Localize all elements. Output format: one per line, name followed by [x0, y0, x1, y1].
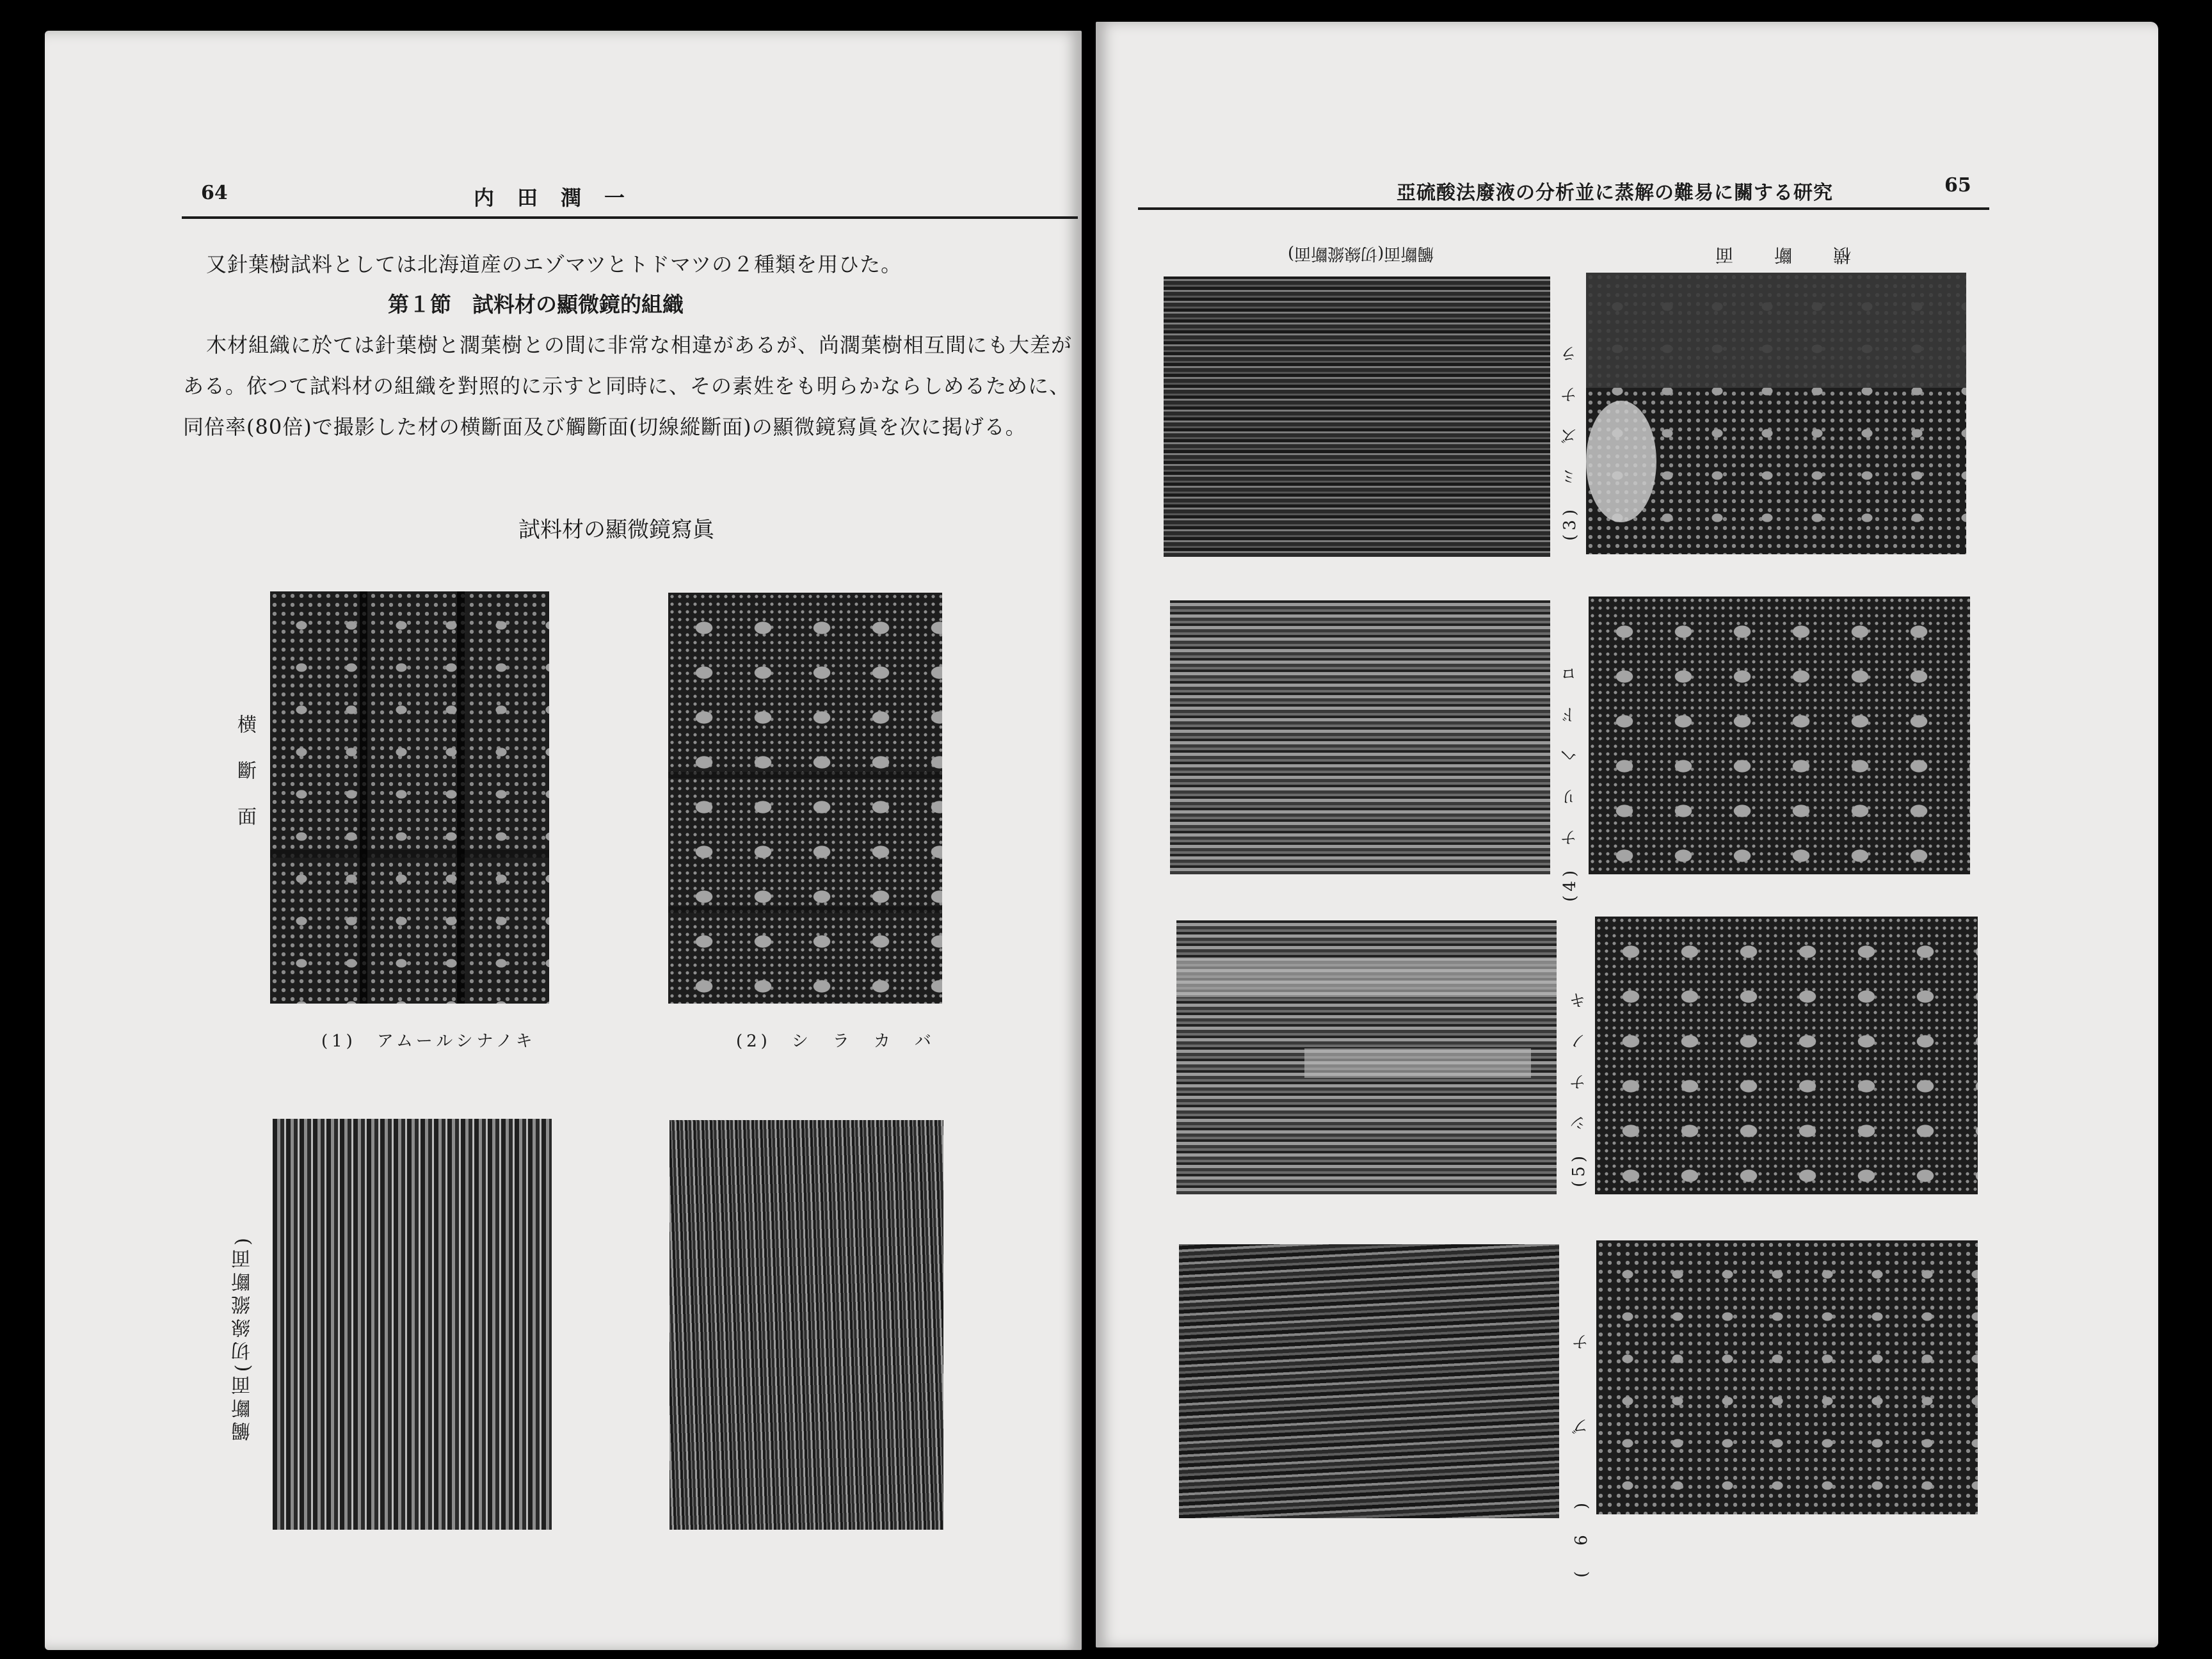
- caption-5: (5) シ ナ ノ キ: [1569, 988, 1589, 1187]
- figure-title: 試料材の顯微鏡寫眞: [518, 517, 714, 543]
- left-page: [45, 31, 1082, 1650]
- running-header-author: 内 田 潤 一: [474, 186, 627, 210]
- micrograph-3-cross-section: [1586, 273, 1966, 554]
- caption-6: (6) ブ ナ: [1572, 1308, 1591, 1578]
- micrograph-1-tangential-section: [273, 1119, 552, 1530]
- row-label-tangential-section: 觸斷面(切線縱斷面): [232, 1234, 254, 1441]
- running-title: 亞硫酸法廢液の分析並に蒸解の難易に關する研究: [1397, 182, 1833, 204]
- micrograph-4-tangential-section: [1170, 600, 1550, 874]
- micrograph-2-tangential-section: [669, 1120, 943, 1530]
- caption-3: (3) ミ ズ ナ ラ: [1560, 342, 1580, 541]
- page-number: 65: [1944, 174, 1971, 196]
- caption-1: (1) アムールシナノキ: [321, 1032, 536, 1051]
- header-rule: [1138, 207, 1989, 210]
- micrograph-6-cross-section: [1596, 1240, 1978, 1514]
- paragraph-line: ある。依つて試料材の組織を對照的に示すと同時に、その素姓をも明らかならしめるために、: [183, 374, 1071, 398]
- caption-2: (2) シ ラ カ バ: [736, 1032, 935, 1051]
- section-heading: 第１節 試料材の顯微鏡的組織: [388, 292, 684, 317]
- page-number: 64: [201, 182, 228, 204]
- paragraph-line: 又針葉樹試料としては北海道産のエゾマツとトドマツの２種類を用ひた。: [206, 252, 902, 276]
- micrograph-4-cross-section: [1589, 597, 1970, 874]
- micrograph-5-tangential-section: [1176, 920, 1557, 1194]
- caption-4: (4) ナ リ ヘ ド ロ: [1560, 662, 1580, 902]
- column-header-cross: 横 斷 面: [1704, 244, 1852, 266]
- right-page: [1096, 22, 2158, 1647]
- row-label-cross-section: 横 斷 面: [234, 714, 256, 830]
- paragraph-line: 木材組織に於ては針葉樹と濶葉樹との間に非常な相違があるが、尚濶葉樹相互間にも大差が: [206, 333, 1073, 357]
- column-header-tangential: 觸斷面(切線縱斷面): [1288, 244, 1434, 263]
- micrograph-1-cross-section: [270, 591, 549, 1004]
- header-rule: [182, 216, 1078, 219]
- micrograph-5-cross-section: [1595, 917, 1978, 1194]
- micrograph-2-cross-section: [668, 593, 942, 1004]
- micrograph-6-tangential-section: [1179, 1244, 1559, 1518]
- micrograph-3-tangential-section: [1164, 276, 1550, 557]
- paragraph-line: 同倍率(80倍)で撮影した材の横斷面及び觸斷面(切線縱斷面)の顯微鏡寫眞を次に掲げる。: [183, 415, 1027, 439]
